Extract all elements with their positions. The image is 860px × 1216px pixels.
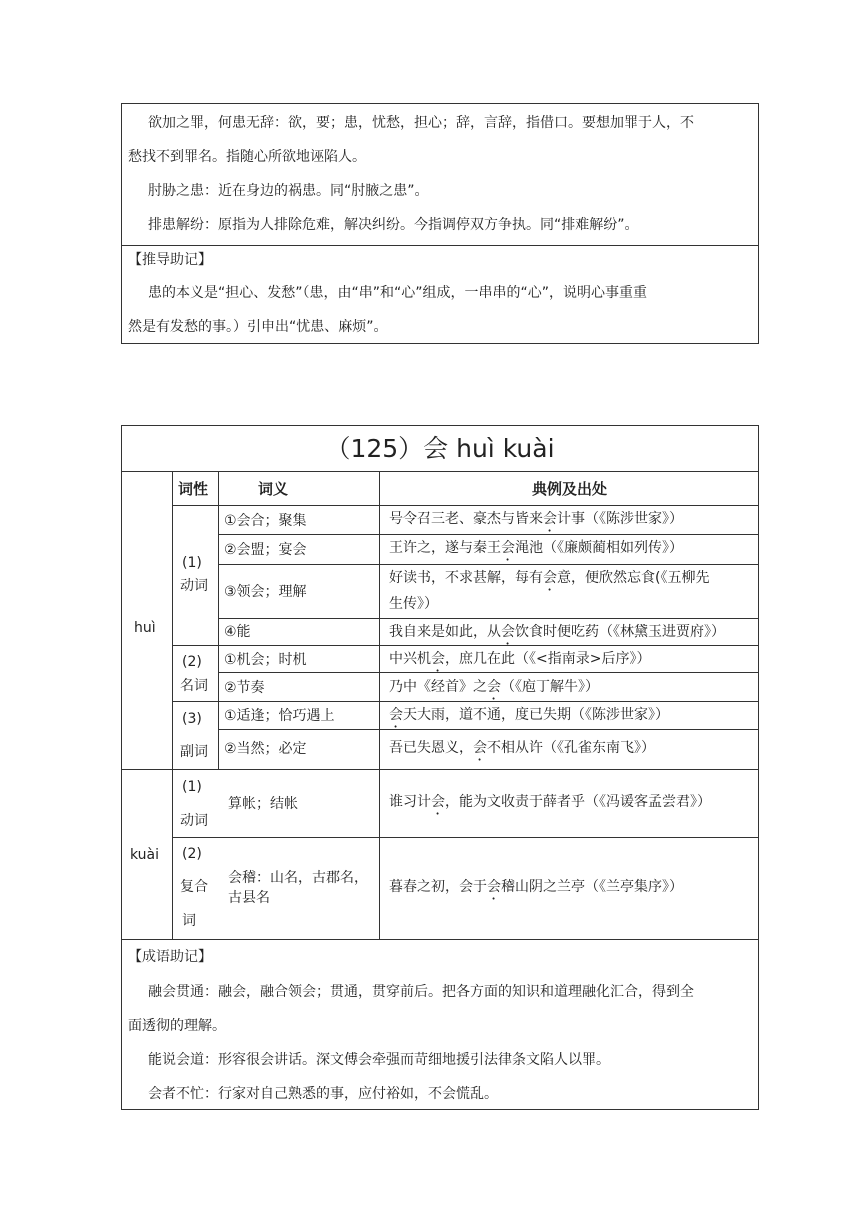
pos-label: 动词	[180, 578, 208, 594]
divider	[172, 505, 758, 506]
sense-meaning: ②节奏	[224, 680, 265, 696]
sense-example: 我自来是如此，从会饮食时便吃药（《林黛玉进贾府》）	[389, 624, 725, 640]
pos-label: 名词	[180, 678, 208, 694]
divider	[218, 564, 758, 565]
header-pos: 词性	[178, 480, 209, 498]
pos-number: (1)	[182, 779, 202, 795]
pos-number: (2)	[182, 846, 202, 862]
sense-example: 乃中《经首》之会（《庖丁解牛》）	[389, 679, 599, 695]
sense-example: 谁习计会，能为文收责于薛者乎（《冯谖客孟尝君》）	[389, 794, 711, 810]
divider	[122, 769, 758, 770]
sense-example: 王许之，遂与秦王会渑池（《廉颇蔺相如列传》）	[389, 540, 683, 556]
idiom-line: 面透彻的理解。	[128, 1018, 226, 1034]
sense-example: 暮春之初，会于会稽山阴之兰亭（《兰亭集序》）	[389, 879, 683, 895]
sense-example: 好读书，不求甚解，每有会意，便欣然忘食(《五柳先	[389, 570, 710, 586]
idiom-line: 肘胁之患：近在身边的祸患。同“肘腋之患”。	[148, 183, 429, 199]
pos-label: 副词	[180, 744, 208, 760]
sense-meaning: ③领会；理解	[224, 584, 307, 600]
sense-meaning: ④能	[224, 624, 251, 640]
pos-number: (2)	[182, 654, 202, 670]
reading-hui: huì	[134, 620, 156, 636]
header-meaning: 词义	[258, 480, 289, 498]
sense-meaning: 算帐；结帐	[228, 796, 298, 812]
pos-label-cont: 词	[182, 913, 196, 929]
divider	[218, 471, 219, 769]
reading-kuai: kuài	[130, 847, 160, 863]
sense-meaning: ①适逢；恰巧遇上	[224, 708, 335, 724]
divider	[218, 618, 758, 619]
derivation-line: 然是有发愁的事。）引申出“忧患、麻烦”。	[128, 319, 388, 335]
idiom-line: 能说会道：形容很会讲话。深文傅会牵强而苛细地援引法律条文陷人以罪。	[148, 1052, 610, 1068]
sense-meaning: 会稽：山名，古郡名，	[228, 870, 368, 886]
sense-meaning: ②会盟；宴会	[224, 542, 307, 558]
divider	[122, 939, 758, 940]
idiom-line: 欲加之罪，何患无辞：欲，要；患，忧愁，担心；辞，言辞，指借口。要想加罪于人，不	[148, 115, 694, 131]
sense-meaning: ①机会；时机	[224, 652, 307, 668]
idiom-line: 会者不忙：行家对自己熟悉的事，应付裕如，不会慌乱。	[148, 1086, 498, 1102]
sense-example-cont: 生传》）	[389, 596, 438, 612]
entry-table	[121, 425, 759, 1110]
divider	[379, 471, 380, 939]
entry-title: （125）会 huì kuài	[325, 434, 555, 463]
header-example: 典例及出处	[532, 480, 608, 498]
section-label: 【成语助记】	[128, 949, 212, 965]
divider	[172, 471, 173, 939]
divider	[172, 837, 758, 838]
pos-number: (3)	[182, 711, 202, 727]
sense-example: 会天大雨，道不通，度已失期（《陈涉世家》）	[389, 707, 669, 723]
sense-meaning-cont: 古县名	[228, 890, 270, 906]
previous-entry-table	[121, 103, 759, 344]
sense-example: 中兴机会，庶几在此（《<指南录>后序》）	[389, 651, 651, 667]
sense-meaning: ①会合；聚集	[224, 513, 307, 529]
pos-number: (1)	[182, 555, 202, 571]
pos-label: 动词	[180, 813, 208, 829]
divider	[122, 245, 758, 246]
sense-example: 号令召三老、豪杰与皆来会计事（《陈涉世家》）	[389, 511, 683, 527]
idiom-line: 愁找不到罪名。指随心所欲地诬陷人。	[128, 149, 366, 165]
idiom-line: 融会贯通：融会，融合领会；贯通，贯穿前后。把各方面的知识和道理融化汇合，得到全	[148, 984, 694, 1000]
derivation-line: 患的本义是“担心、发愁”（患，由“串”和“心”组成，一串串的“心”，说明心事重重	[148, 285, 648, 301]
idiom-line: 排患解纷：原指为人排除危难，解决纠纷。今指调停双方争执。同“排难解纷”。	[148, 217, 639, 233]
sense-meaning: ②当然；必定	[224, 741, 307, 757]
sense-example: 吾已失恩义，会不相从许（《孔雀东南飞》）	[389, 740, 655, 756]
pos-label: 复合	[180, 879, 208, 895]
section-label: 【推导助记】	[128, 252, 212, 268]
